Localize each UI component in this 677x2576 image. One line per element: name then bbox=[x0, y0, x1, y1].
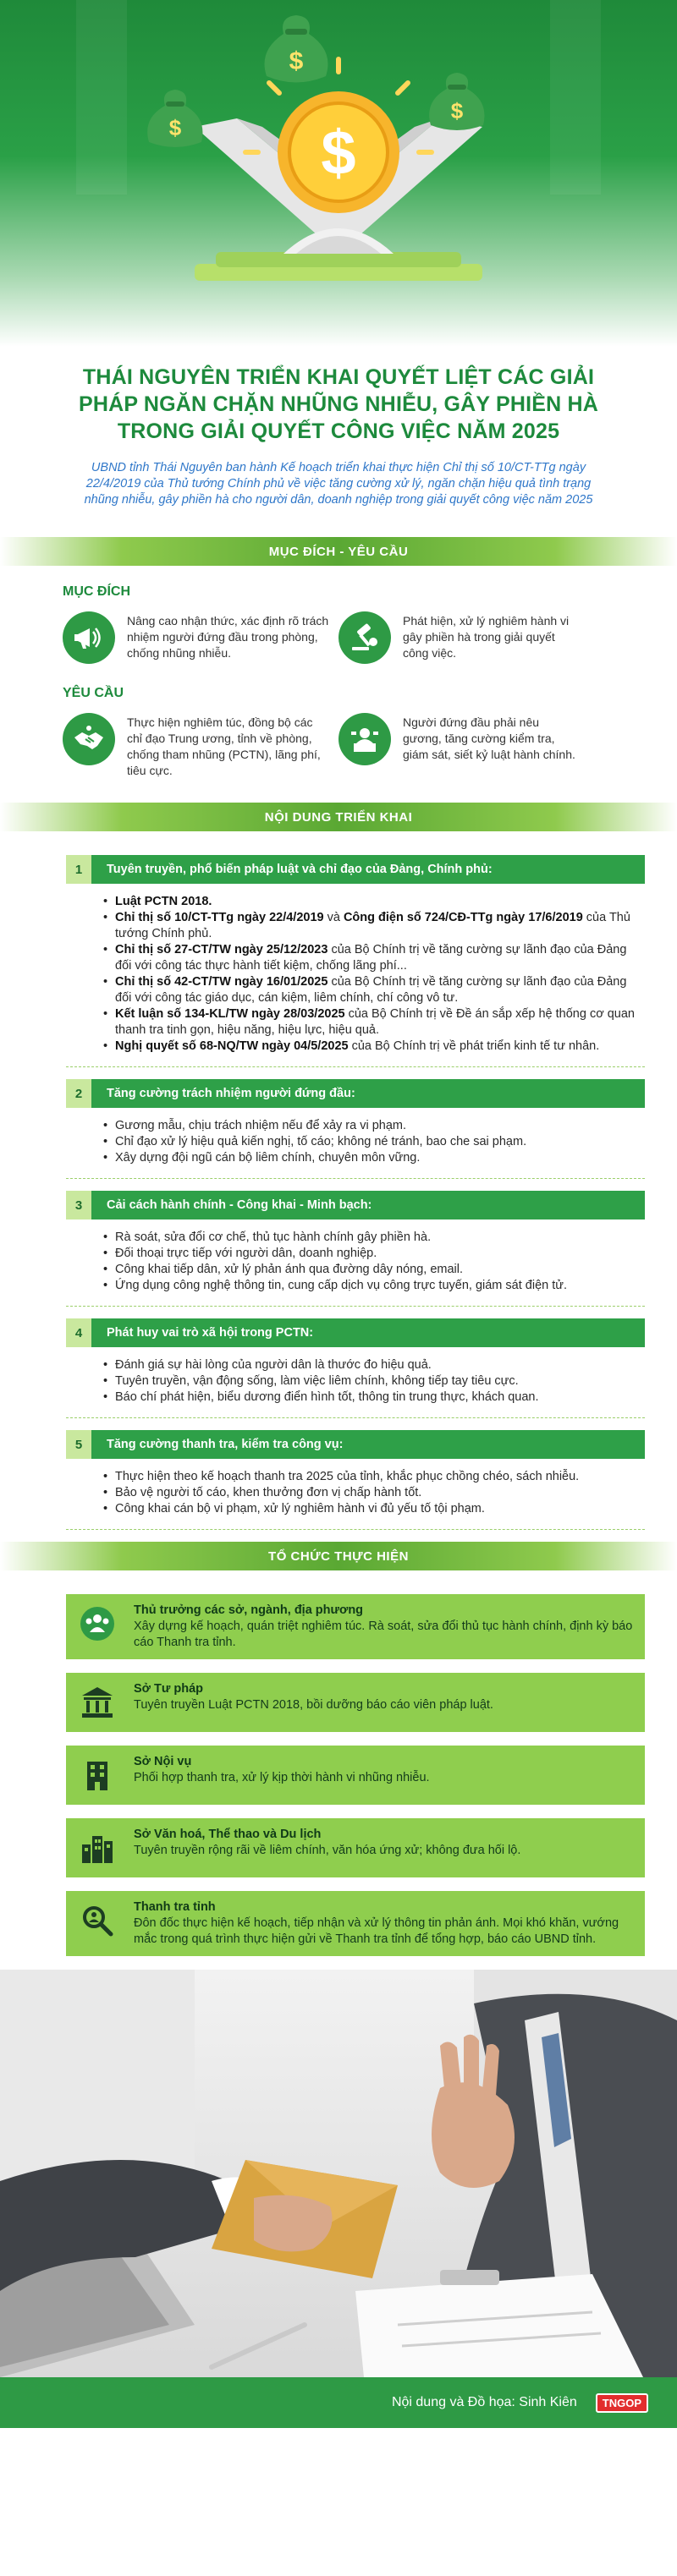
goal-row bbox=[0, 611, 677, 664]
document-reference: Kết luận số 134-KL/TW ngày 28/03/2025 bbox=[115, 1007, 345, 1021]
section-number: 4 bbox=[66, 1318, 91, 1347]
section-divider bbox=[66, 1529, 645, 1530]
list-item bbox=[115, 942, 645, 974]
content-section-header bbox=[66, 1191, 645, 1219]
section-number: 3 bbox=[66, 1191, 91, 1219]
organization-unit-description: Tuyên truyền Luật PCTN 2018, bồi dưỡng báo cáo viên pháp luật. bbox=[134, 1698, 493, 1712]
item-text: Thực hiện theo kế hoạch thanh tra 2025 của tỉnh, khắc phục chồng chéo, sách nhiễu. bbox=[115, 1470, 580, 1483]
svg-text:$: $ bbox=[289, 47, 304, 75]
coin-dollar-symbol: $ bbox=[321, 118, 356, 188]
document-reference: Chỉ thị số 10/CT-TTg ngày 22/4/2019 bbox=[115, 911, 324, 924]
item-text: của Bộ Chính trị về phát triển kinh tế tư nhân. bbox=[348, 1039, 600, 1053]
list-item bbox=[115, 910, 645, 942]
requirement-row bbox=[0, 713, 677, 779]
office-building-icon bbox=[76, 1754, 118, 1796]
item-text: Bảo vệ người tố cáo, khen thưởng đơn vị chấp hành tốt. bbox=[115, 1486, 422, 1499]
content-section bbox=[66, 1318, 645, 1406]
list-item bbox=[115, 974, 645, 1006]
content-section-header bbox=[66, 1318, 645, 1347]
list-item bbox=[115, 1389, 645, 1406]
document-reference: Công điện số 724/CĐ-TTg ngày 17/6/2019 bbox=[343, 911, 583, 924]
section-title: Tuyên truyền, phổ biến pháp luật và chỉ đạo của Đảng, Chính phủ: bbox=[91, 855, 645, 884]
section-bullet-list bbox=[115, 1469, 645, 1517]
list-item bbox=[115, 1246, 645, 1262]
item-text: Đối thoại trực tiếp với người dân, doanh nghiệp. bbox=[115, 1247, 377, 1260]
court-building-icon bbox=[76, 1681, 118, 1724]
item-text: Rà soát, sửa đổi cơ chế, thủ tục hành chính gây phiền hà. bbox=[115, 1230, 432, 1244]
organization-list bbox=[66, 1594, 645, 1956]
content-section bbox=[66, 1430, 645, 1517]
organization-unit-description: Phối hợp thanh tra, xử lý kịp thời hành vi nhũng nhiễu. bbox=[134, 1771, 430, 1784]
goal-text: Nâng cao nhận thức, xác định rõ trách nhiệm người đứng đầu trong phòng, chống nhũng nhiễu. bbox=[127, 614, 329, 660]
organization-unit-description: Đôn đốc thực hiện kế hoạch, tiếp nhận và xử lý thông tin phản ánh. Mọi khó khăn, vướng mắc trong quá trình thực hiện gửi về Thanh tra tỉnh để tổng hợp, báo cáo UBND tỉnh. bbox=[134, 1916, 619, 1946]
publisher-logo: TNGOP bbox=[596, 2393, 648, 2413]
list-item bbox=[115, 1039, 645, 1055]
section-bullet-list bbox=[115, 1118, 645, 1166]
organization-unit bbox=[66, 1818, 645, 1877]
item-text: Ứng dụng công nghệ thông tin, cung cấp dịch vụ công trực tuyến, giám sát điện tử. bbox=[115, 1279, 567, 1292]
svg-text:$: $ bbox=[168, 115, 182, 140]
requirement-text: Thực hiện nghiêm túc, đồng bộ các chỉ đạo Trung ương, tỉnh về phòng, chống tham nhũng (PCTN), lãng phí, tiêu cực. bbox=[127, 715, 321, 777]
content-section bbox=[66, 855, 645, 1055]
goal-item bbox=[338, 611, 614, 664]
requirement-item bbox=[63, 713, 338, 779]
organization-unit-name: Sở Văn hoá, Thể thao và Du lịch bbox=[134, 1828, 322, 1841]
item-text: Đánh giá sự hài lòng của người dân là thước đo hiệu quả. bbox=[115, 1358, 432, 1372]
document-reference: Chỉ thị số 27-CT/TW ngày 25/12/2023 bbox=[115, 943, 328, 956]
list-item bbox=[115, 1485, 645, 1501]
section-title: Tăng cường thanh tra, kiểm tra công vụ: bbox=[91, 1430, 645, 1459]
list-item bbox=[115, 894, 645, 910]
page-subtitle: UBND tỉnh Thái Nguyên ban hành Kế hoạch triển khai thực hiện Chỉ thị số 10/CT-TTg ngày 22/4/2019 của Thủ tướng Chính phủ về việc tăng cường xử lý, ngăn chặn hiệu quả tình trạng nhũng nhiễu, gây phiền hà cho người dân, doanh nghiệp trong giải quyết công việc năm 2025 bbox=[84, 461, 593, 507]
hero-illustration bbox=[0, 0, 677, 347]
list-item bbox=[115, 1501, 645, 1517]
megaphone-icon bbox=[63, 611, 115, 664]
leader-icon bbox=[338, 713, 391, 765]
title-block bbox=[0, 364, 677, 508]
organization-unit-description: Tuyên truyền rộng rãi về liêm chính, văn hóa ứng xử; không đưa hối lộ. bbox=[134, 1844, 521, 1857]
section-bullet-list bbox=[115, 894, 645, 1055]
item-text: Công khai tiếp dân, xử lý phản ánh qua đường dây nóng, email. bbox=[115, 1263, 464, 1276]
photo-illustration bbox=[0, 1970, 677, 2377]
section-number: 5 bbox=[66, 1430, 91, 1459]
money-bag-icon bbox=[147, 90, 202, 147]
organization-unit-name: Thủ trưởng các sở, ngành, địa phương bbox=[134, 1603, 364, 1617]
organization-unit-text bbox=[134, 1603, 635, 1651]
content-section-header bbox=[66, 1079, 645, 1108]
item-text: Báo chí phát hiện, biểu dương điển hình tốt, thông tin trung thực, khách quan. bbox=[115, 1390, 539, 1404]
item-text: của Bộ Chính trị về tăng cường sự lãnh đạo của Đảng đối với công tác thực hành tiết kiệm, chống lãng phí... bbox=[115, 943, 627, 973]
section-title: Cải cách hành chính - Công khai - Minh bạch: bbox=[91, 1191, 645, 1219]
content-section bbox=[66, 1191, 645, 1294]
organization-unit-name: Sở Nội vụ bbox=[134, 1755, 192, 1768]
organization-unit bbox=[66, 1891, 645, 1956]
list-item bbox=[115, 1373, 645, 1389]
organization-unit-name: Thanh tra tỉnh bbox=[134, 1900, 216, 1914]
list-item bbox=[115, 1230, 645, 1246]
goal-heading: MỤC ĐÍCH bbox=[63, 584, 130, 599]
item-text: của Bộ Chính trị về tăng cường sự lãnh đạo của Đảng đối với công tác giáo dục, cán kiệm, liêm chính, chí công vô tư. bbox=[115, 975, 627, 1005]
organization-unit-text bbox=[134, 1827, 635, 1859]
requirement-text: Người đứng đầu phải nêu gương, tăng cường kiểm tra, giám sát, siết kỷ luật hành chính. bbox=[403, 715, 575, 761]
organization-unit bbox=[66, 1594, 645, 1659]
inspect-icon bbox=[76, 1899, 118, 1942]
section-number: 2 bbox=[66, 1079, 91, 1108]
gavel-icon bbox=[338, 611, 391, 664]
section-title: Phát huy vai trò xã hội trong PCTN: bbox=[91, 1318, 645, 1347]
handover-envelope-photo bbox=[0, 1970, 677, 2377]
content-sections bbox=[0, 855, 677, 1530]
list-item bbox=[115, 1278, 645, 1294]
list-item bbox=[115, 1134, 645, 1150]
section-band-purpose: MỤC ĐÍCH - YÊU CẦU bbox=[0, 537, 677, 566]
section-band-organization: TỔ CHỨC THỰC HIỆN bbox=[0, 1542, 677, 1570]
footer bbox=[0, 2377, 677, 2428]
item-text: và bbox=[323, 911, 344, 924]
item-text: Xây dựng đội ngũ cán bộ liêm chính, chuyên môn vững. bbox=[115, 1151, 421, 1165]
money-scale-illustration bbox=[0, 0, 677, 347]
document-reference: Chỉ thị số 42-CT/TW ngày 16/01/2025 bbox=[115, 975, 328, 989]
purpose-section bbox=[0, 584, 677, 779]
content-section bbox=[66, 1079, 645, 1166]
requirement-heading: YÊU CẦU bbox=[63, 686, 124, 700]
culture-building-icon bbox=[76, 1827, 118, 1869]
organization-unit-text bbox=[134, 1754, 635, 1786]
goal-text: Phát hiện, xử lý nghiêm hành vi gây phiền hà trong giải quyết công việc. bbox=[403, 614, 570, 660]
organization-unit-name: Sở Tư pháp bbox=[134, 1682, 204, 1696]
organization-unit-text bbox=[134, 1681, 635, 1713]
section-bullet-list bbox=[115, 1357, 645, 1406]
document-reference: Luật PCTN 2018. bbox=[115, 895, 212, 908]
list-item bbox=[115, 1006, 645, 1039]
section-divider bbox=[66, 1417, 645, 1418]
organization-unit bbox=[66, 1673, 645, 1732]
document-reference: Nghị quyết số 68-NQ/TW ngày 04/5/2025 bbox=[115, 1039, 349, 1053]
section-band-content: NỘI DUNG TRIỂN KHAI bbox=[0, 803, 677, 831]
handshake-icon bbox=[63, 713, 115, 765]
list-item bbox=[115, 1357, 645, 1373]
item-text: Chỉ đạo xử lý hiệu quả kiến nghị, tố cáo; không né tránh, bao che sai phạm. bbox=[115, 1135, 527, 1148]
organization-unit-text bbox=[134, 1899, 635, 1948]
goal-item bbox=[63, 611, 338, 664]
item-text: Tuyên truyền, vận động sống, làm việc liêm chính, không tiếp tay tiêu cực. bbox=[115, 1374, 519, 1388]
item-text: Công khai cán bộ vi phạm, xử lý nghiêm hành vi đủ yếu tố tội phạm. bbox=[115, 1502, 485, 1515]
item-text: của Bộ Chính trị về Đề án sắp xếp hệ thống cơ quan thanh tra tinh gọn, hiệu năng, hiệu lực, hiệu quả. bbox=[115, 1007, 635, 1037]
list-item bbox=[115, 1469, 645, 1485]
section-divider bbox=[66, 1306, 645, 1307]
section-divider bbox=[66, 1178, 645, 1179]
list-item bbox=[115, 1150, 645, 1166]
content-section-header bbox=[66, 855, 645, 884]
requirement-item bbox=[338, 713, 614, 779]
item-text: của Thủ tướng Chính phủ. bbox=[115, 911, 630, 940]
svg-text:$: $ bbox=[450, 98, 464, 123]
credit-text: Nội dung và Đồ họa: Sinh Kiên bbox=[391, 2395, 577, 2409]
page-title: THÁI NGUYÊN TRIỂN KHAI QUYẾT LIỆT CÁC GIẢI PHÁP NGĂN CHẶN NHŨNG NHIỄU, GÂY PHIỀN HÀ TRONG GIẢI QUYẾT CÔNG VIỆC NĂM 2025 bbox=[78, 365, 599, 443]
section-divider bbox=[66, 1066, 645, 1067]
item-text: Gương mẫu, chịu trách nhiệm nếu để xảy ra vi phạm. bbox=[115, 1119, 407, 1132]
money-bag-icon bbox=[265, 15, 328, 83]
people-icon bbox=[76, 1603, 118, 1645]
money-bag-icon bbox=[429, 73, 484, 130]
organization-unit-description: Xây dựng kế hoạch, quán triệt nghiêm túc. Rà soát, sửa đổi thủ tục hành chính, định kỳ báo cáo Thanh tra tỉnh. bbox=[134, 1620, 633, 1649]
content-section-header bbox=[66, 1430, 645, 1459]
list-item bbox=[115, 1118, 645, 1134]
organization-unit bbox=[66, 1746, 645, 1805]
section-number: 1 bbox=[66, 855, 91, 884]
list-item bbox=[115, 1262, 645, 1278]
section-bullet-list bbox=[115, 1230, 645, 1294]
section-title: Tăng cường trách nhiệm người đứng đầu: bbox=[91, 1079, 645, 1108]
